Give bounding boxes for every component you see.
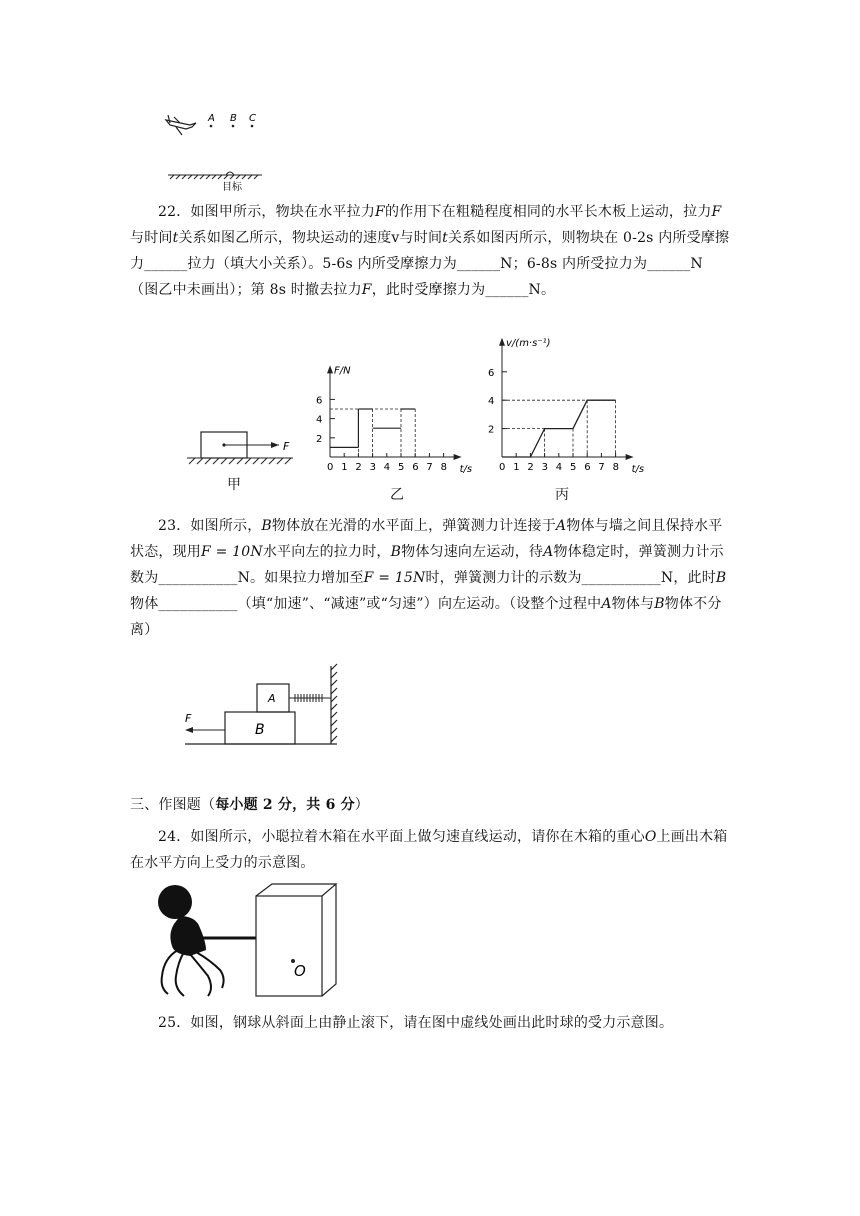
q23-seg7: 时，弹簧测力计的示数为___________N，此时 [425,570,716,586]
fig-yi-caption: 乙 [390,487,404,503]
y-tick-label: 4 [316,414,323,426]
wall [331,664,337,744]
x-tick-label: 6 [584,462,591,473]
x-tick-label: 2 [527,462,534,473]
q22-var-f: F [361,282,372,298]
q22-seg2: 的作用下在粗糙程度相同的水平长木板上运动，拉力 [384,204,712,220]
x-tick-label: 2 [355,462,362,473]
force-label: F [283,440,290,453]
section-3-heading [130,792,730,818]
ground-hatch [187,458,293,464]
x-tick-label: 7 [598,462,605,473]
drop-point-c [251,125,254,128]
y-tick-label: 2 [488,424,495,436]
fig-jia [185,420,305,470]
q22-seg4: 关系如图乙所示，物块运动的速度v与时间 [178,230,443,246]
x-tick-label: 8 [612,462,619,473]
fig-bing-caption: 丙 [555,487,569,503]
q25-text [130,1010,730,1036]
x-tick-label: 7 [426,462,433,473]
block-b-label: B [255,722,265,738]
q23-eq2: F = 15N [363,570,426,586]
q23-seg3: 物体与墙之间且保持水平状态，现用 [130,518,723,560]
pull-force-label: F [185,712,192,725]
q23-seg2: 物体放在光滑的水平面上，弹簧测力计连接于 [271,518,556,534]
drop-point-b [232,125,235,128]
drop-point-a [210,125,213,128]
x-axis-arrow [626,454,634,460]
q23-seg4: 水平向左的拉力时， [262,544,391,560]
airplane-icon [166,115,196,135]
q24-seg1: 24．如图所示，小聪拉着木箱在水平面上做匀速直线运动，请你在木箱的重心 [158,829,645,845]
q23-seg8: 物体___________（填“加速”、“减速”或“匀速”）向左运动。（设整个过程中 [130,596,602,612]
x-tick-label: 6 [412,462,419,473]
drop-label-c: C [249,113,256,124]
q22-seg6: ，此时受摩擦力为______N。 [371,282,556,298]
q23-var-b: B [715,570,727,586]
spring-meter [289,694,331,702]
y-tick-label: 2 [316,433,323,445]
q23-seg10: 物体不分离） [130,596,722,638]
x-axis-label: t/s [631,464,645,475]
fig-bing-chart [480,325,650,475]
q23-figure [175,660,345,755]
q23-var-a: A [601,596,612,612]
y-axis-arrow [327,365,333,373]
arrow-head [271,442,279,448]
q23-var-a: A [543,544,554,560]
q25-seg: 25．如图，钢球从斜面上由静止滚下，请在图中虚线处画出此时球的受力示意图。 [158,1015,674,1031]
q22-seg1: 22．如图甲所示，物块在水平拉力 [158,204,376,220]
q23-seg9: 物体与 [611,596,655,612]
q23-seg6: 物体稳定时，弹簧测力计示数为___________N。如果拉力增加至 [130,544,724,586]
target-label: 目标 [222,182,242,193]
x-axis-label: t/s [459,464,473,475]
section-3-prefix: 三、作图题（ [130,797,216,813]
q23-seg1: 23．如图所示， [158,518,262,534]
ground-hatch [168,175,262,179]
q23-seg5: 物体匀速向左运动，待 [401,544,544,560]
fig-jia-caption: 甲 [227,477,241,493]
block-a-label: A [268,692,276,705]
q22-var-f: F [711,204,722,220]
x-tick-label: 1 [341,462,348,473]
q24-seg2: 上画出木箱在水平方向上受力的示意图。 [130,829,728,871]
x-tick-label: 5 [398,462,405,473]
q23-eq1: F = 10N [201,544,263,560]
y-axis-label: v/(m·s⁻¹) [506,337,551,349]
q24-var-o: O [644,829,657,845]
x-tick-label: 1 [513,462,520,473]
x-tick-label: 3 [541,462,548,473]
q23-var-b: B [654,596,665,612]
y-axis-label: F/N [334,365,351,377]
section-3-suffix: ） [354,797,369,813]
q21-figure [160,105,270,193]
x-axis-arrow [454,454,462,460]
q23-var-a: A [555,518,567,534]
person-silhouette [158,885,256,996]
q23-var-b: B [261,518,272,534]
x-tick-label: 5 [570,462,577,473]
arrow-head [185,727,193,733]
q22-seg5: 关系如图丙所示，则物块在 0-2s 内所受摩擦力______拉力（填大小关系）。5-6s 内所受摩擦力为______N；6-8s 内所受拉力为______N（图乙中未画出）；第 8s 时撤去拉力 [130,230,730,298]
x-tick-label: 4 [555,462,563,473]
q22-seg3: 与时间 [130,230,173,246]
q24-text [130,824,730,876]
x-tick-label: 4 [383,462,391,473]
center-of-gravity-label: O [294,962,306,980]
fig-yi-chart [308,325,478,475]
q22-var-t: t [442,230,448,246]
y-tick-label: 6 [316,395,323,407]
q22-text [130,199,730,303]
y-tick-label: 6 [488,367,495,379]
y-tick-label: 4 [488,396,495,408]
section-3-bold: 每小题 2 分，共 6 分 [215,797,355,813]
x-tick-label: 0 [499,462,506,473]
x-tick-label: 0 [327,462,334,473]
q22-var-f: F [375,204,385,220]
drop-label-a: A [208,113,215,124]
q24-figure [150,880,340,1000]
q23-var-b: B [390,544,402,560]
drop-label-b: B [230,113,237,124]
x-tick-label: 8 [440,462,447,473]
q23-text [130,513,730,643]
x-tick-label: 3 [369,462,376,473]
y-axis-arrow [499,338,505,346]
q22-var-t: t [172,230,179,246]
